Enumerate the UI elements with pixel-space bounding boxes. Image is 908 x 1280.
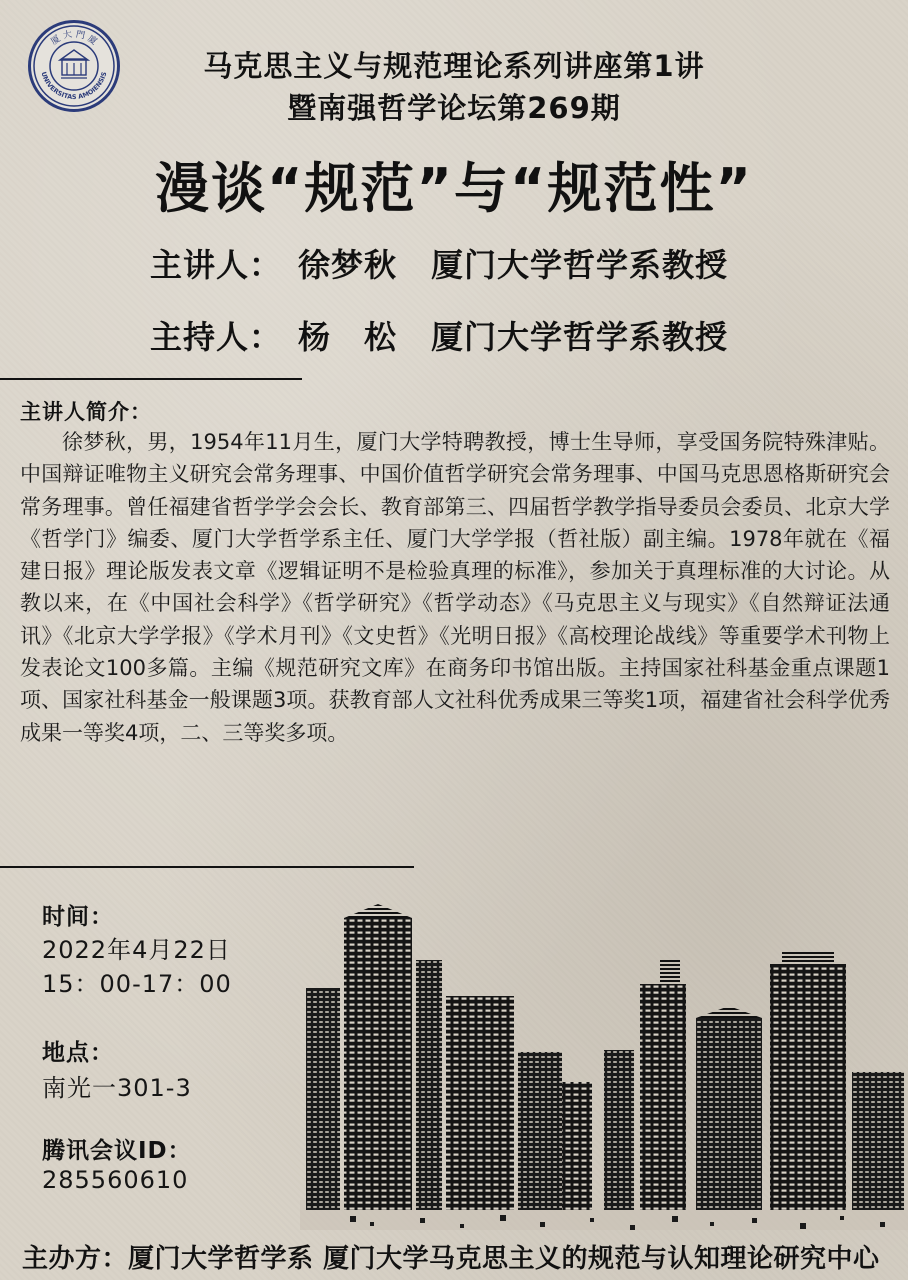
top-divider [0, 378, 302, 380]
time-hours: 15：00-17：00 [42, 970, 232, 998]
meeting-id: 285560610 [42, 1166, 189, 1194]
time-label: 时间： [42, 904, 114, 930]
host-name: 杨 松 [298, 318, 398, 356]
location-label: 地点： [42, 1040, 114, 1066]
time-date: 2022年4月22日 [42, 936, 231, 964]
seal-ring-bottom-text: UNIVERSITAS AMOIENSIS [39, 70, 109, 102]
bio-heading: 主讲人简介： [20, 400, 152, 424]
bio-text: 徐梦秋，男，1954年11月生，厦门大学特聘教授，博士生导师，享受国务院特殊津贴。中国辩证唯物主义研究会常务理事、中国价值哲学研究会常务理事、中国马克思恩格斯研究会常务理事。曾任福建省哲学学会会长、教育部第三、四届哲学教学指导委员会委员、北京大学《哲学门》编委、厦门大学哲学系主任、厦门大学学报（哲社版）副主编。1978年就在《福建日报》理论版发表文章《逻辑证明不是检验真理的标准》，参加关于真理标准的大讨论。从教以来，在《中国社会科学》《哲学研究》《哲学动态》《马克思主义与现实》《自然辩证法通讯》《北京大学学报》《学术月刊》《文史哲》《光明日报》《高校理论战线》等重要学术刊物上发表论文100多篇。主编《规范研究文库》在商务印书馆出版。主持国家社科基金重点课题1项、国家社科基金一般课题3项。获教育部人文社科优秀成果三等奖1项，福建省社会科学优秀成果一等奖4项，二、三等奖多项。 [20, 430, 890, 745]
talk-title: 漫谈“规范”与“规范性” [155, 157, 753, 220]
meeting-label: 腾讯会议ID： [42, 1138, 192, 1164]
speaker-label: 主讲人： [150, 246, 283, 284]
series-title: 马克思主义与规范理论系列讲座第1讲 [203, 49, 705, 83]
bottom-divider [0, 866, 414, 868]
speaker-affiliation: 厦门大学哲学系教授 [431, 246, 729, 284]
location-value: 南光一301-3 [42, 1074, 192, 1102]
speaker-line [150, 240, 728, 286]
organizer-footer: 主办方：厦门大学哲学系 厦门大学马克思主义的规范与认知理论研究中心 [22, 1244, 880, 1274]
city-skyline-icon [300, 900, 908, 1230]
host-line [150, 312, 728, 358]
speaker-name: 徐梦秋 [298, 246, 398, 284]
host-affiliation: 厦门大学哲学系教授 [431, 318, 729, 356]
seal-ring-top-text: 厦 大 門 廈 [49, 29, 99, 48]
host-label: 主持人： [150, 318, 283, 356]
forum-title: 暨南强哲学论坛第269期 [287, 91, 621, 125]
